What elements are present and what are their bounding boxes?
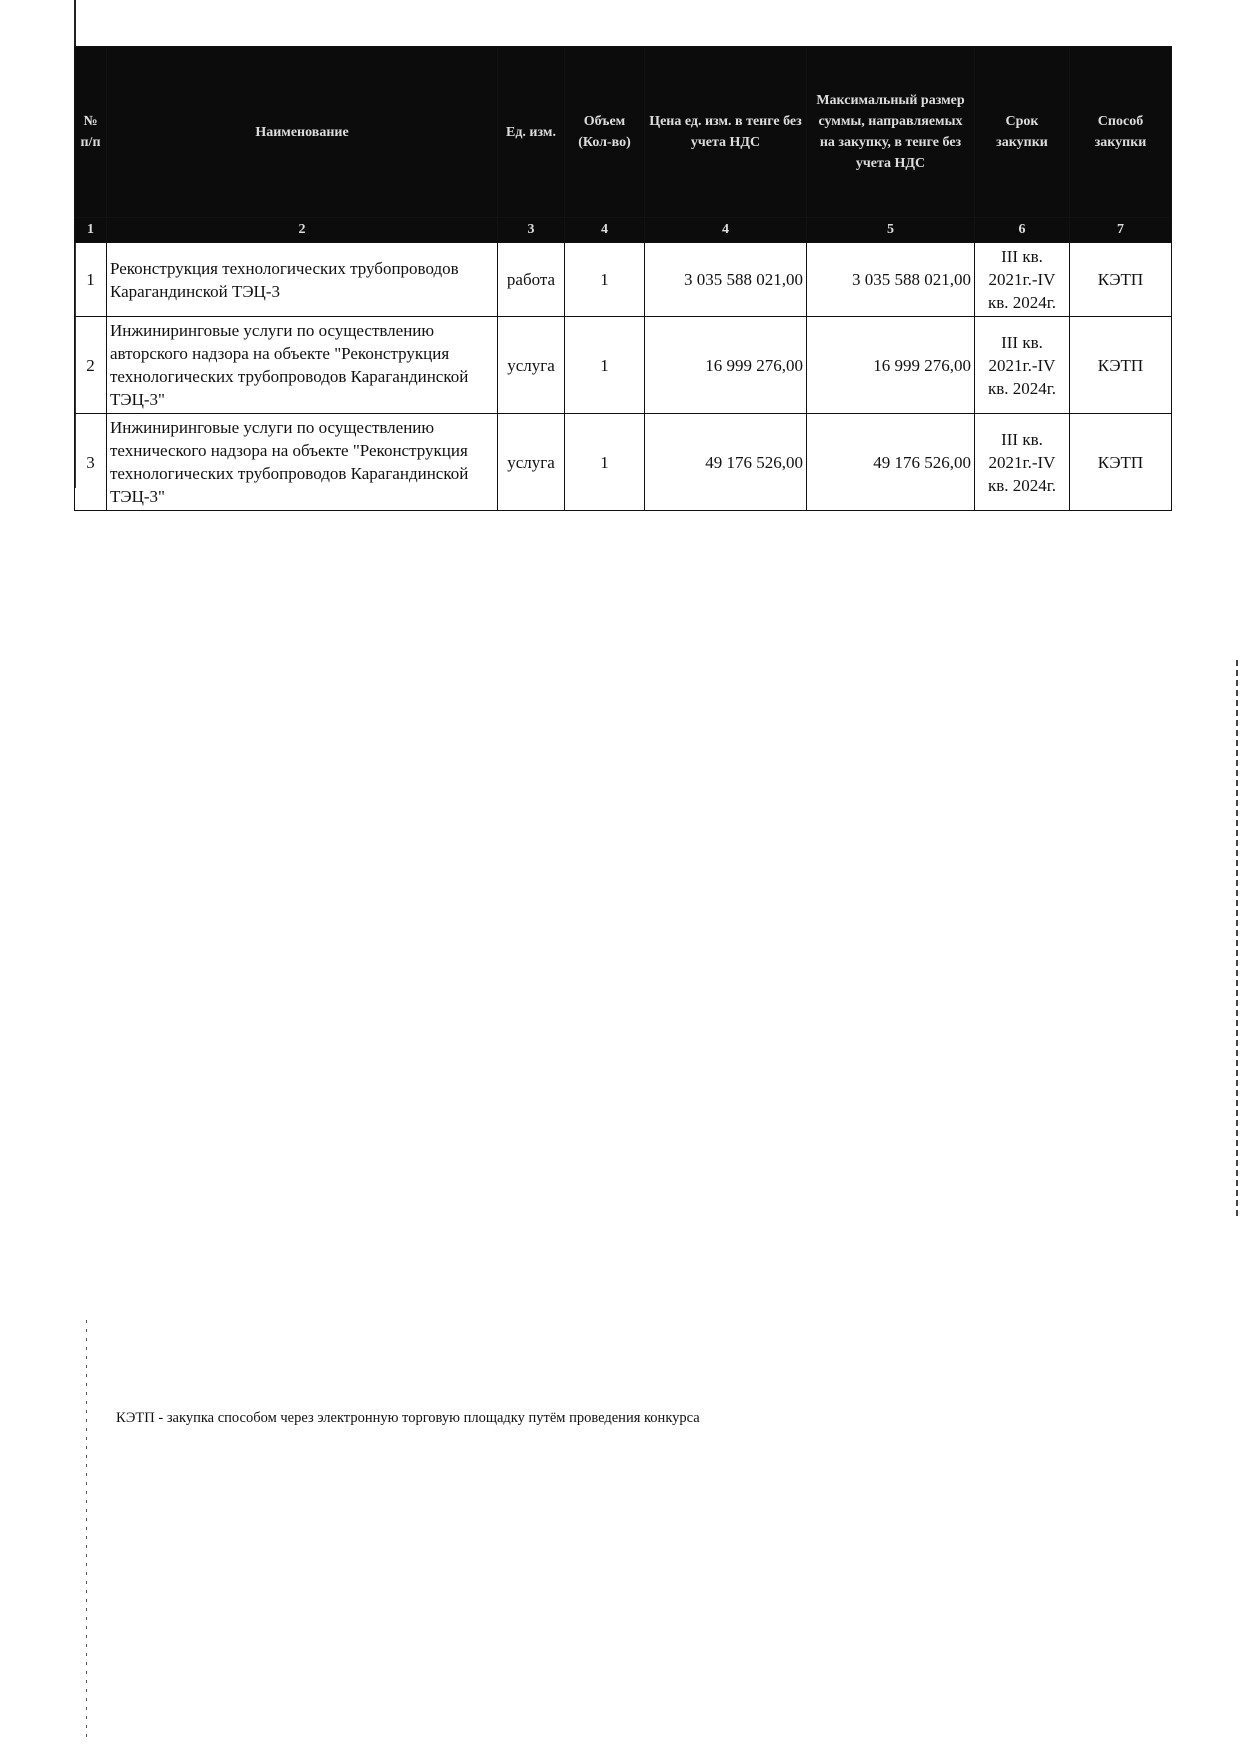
col-number: 1 bbox=[75, 218, 107, 243]
cell-method: КЭТП bbox=[1070, 317, 1172, 414]
procurement-table bbox=[74, 46, 1172, 511]
scan-edge-top bbox=[74, 0, 76, 48]
col-number: 3 bbox=[498, 218, 565, 243]
cell-name: Инжиниринговые услуги по осуществлению авторского надзора на объекте "Реконструкция технологических трубопроводов Карагандинской ТЭЦ-3" bbox=[107, 317, 498, 414]
col-number: 6 bbox=[975, 218, 1070, 243]
cell-unit: работа bbox=[498, 243, 565, 317]
cell-qty: 1 bbox=[565, 414, 645, 511]
table-row bbox=[75, 317, 1172, 414]
cell-max-sum: 16 999 276,00 bbox=[807, 317, 975, 414]
header-term: Срок закупки bbox=[975, 47, 1070, 218]
cell-no: 1 bbox=[75, 243, 107, 317]
cell-term: III кв. 2021г.-IV кв. 2024г. bbox=[975, 243, 1070, 317]
cell-max-sum: 3 035 588 021,00 bbox=[807, 243, 975, 317]
header-qty: Объем (Кол-во) bbox=[565, 47, 645, 218]
footnote: КЭТП - закупка способом через электронную торговую площадку путём проведения конкурса bbox=[116, 1410, 700, 1426]
scan-edge-right bbox=[1236, 660, 1238, 1220]
cell-method: КЭТП bbox=[1070, 243, 1172, 317]
cell-unit: услуга bbox=[498, 317, 565, 414]
cell-price: 49 176 526,00 bbox=[645, 414, 807, 511]
cell-name: Реконструкция технологических трубопроводов Карагандинской ТЭЦ-3 bbox=[107, 243, 498, 317]
table-header-row bbox=[75, 47, 1172, 218]
cell-term: III кв. 2021г.-IV кв. 2024г. bbox=[975, 317, 1070, 414]
header-price: Цена ед. изм. в тенге без учета НДС bbox=[645, 47, 807, 218]
header-max-sum: Максимальный размер суммы, направляемых на закупку, в тенге без учета НДС bbox=[807, 47, 975, 218]
cell-max-sum: 49 176 526,00 bbox=[807, 414, 975, 511]
cell-qty: 1 bbox=[565, 243, 645, 317]
header-unit: Ед. изм. bbox=[498, 47, 565, 218]
cell-no: 3 bbox=[75, 414, 107, 511]
col-number: 4 bbox=[645, 218, 807, 243]
cell-term: III кв. 2021г.-IV кв. 2024г. bbox=[975, 414, 1070, 511]
header-name: Наименование bbox=[107, 47, 498, 218]
table-row bbox=[75, 243, 1172, 317]
cell-method: КЭТП bbox=[1070, 414, 1172, 511]
scan-edge-left-lower bbox=[86, 1320, 87, 1740]
cell-no: 2 bbox=[75, 317, 107, 414]
column-number-row bbox=[75, 218, 1172, 243]
cell-price: 16 999 276,00 bbox=[645, 317, 807, 414]
header-method: Способ закупки bbox=[1070, 47, 1172, 218]
col-number: 5 bbox=[807, 218, 975, 243]
col-number: 4 bbox=[565, 218, 645, 243]
col-number: 7 bbox=[1070, 218, 1172, 243]
header-no: № п/п bbox=[75, 47, 107, 218]
cell-unit: услуга bbox=[498, 414, 565, 511]
cell-qty: 1 bbox=[565, 317, 645, 414]
cell-name: Инжиниринговые услуги по осуществлению технического надзора на объекте "Реконструкция технологических трубопроводов Карагандинской ТЭЦ-3" bbox=[107, 414, 498, 511]
table-row bbox=[75, 414, 1172, 511]
cell-price: 3 035 588 021,00 bbox=[645, 243, 807, 317]
col-number: 2 bbox=[107, 218, 498, 243]
